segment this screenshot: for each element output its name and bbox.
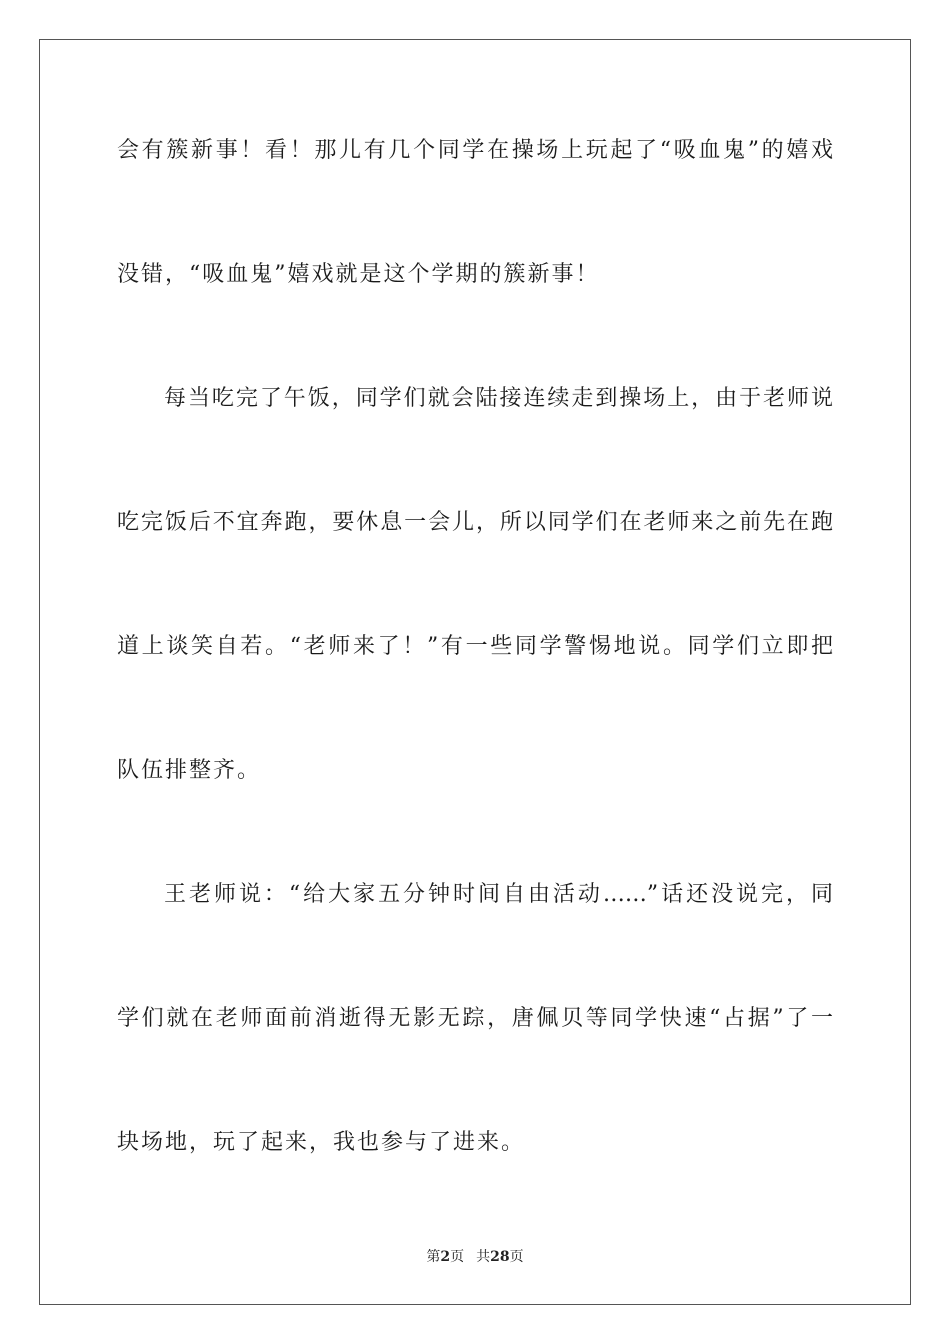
text-line-6: 队伍排整齐。 [117, 758, 262, 783]
total-pages: 28 [490, 1249, 510, 1265]
paragraph-start-line-7: 王老师说：“给大家五分钟时间自由活动……”话还没说完，同 [164, 882, 833, 907]
page-suffix: 页 [450, 1249, 465, 1265]
text-line-8: 学们就在老师面前消逝得无影无踪，唐佩贝等同学快速“占据”了一 [117, 1006, 833, 1031]
total-suffix: 页 [509, 1249, 524, 1265]
text-line-1: 会有簇新事！看！那儿有几个同学在操场上玩起了“吸血鬼”的嬉戏 [117, 138, 833, 163]
total-prefix: 共 [476, 1249, 491, 1265]
text-line-4: 吃完饭后不宜奔跑，要休息一会儿，所以同学们在老师来之前先在跑 [117, 510, 833, 535]
page-footer [0, 1247, 950, 1267]
text-line-2: 没错，“吸血鬼”嬉戏就是这个学期的簇新事！ [117, 262, 600, 287]
text-line-9: 块场地，玩了起来，我也参与了进来。 [117, 1130, 526, 1155]
page-prefix: 第 [426, 1249, 441, 1265]
page-number: 2 [440, 1249, 451, 1265]
page-border [39, 39, 911, 1305]
paragraph-start-line-3: 每当吃完了午饭，同学们就会陆接连续走到操场上，由于老师说 [164, 386, 833, 411]
text-line-5: 道上谈笑自若。“老师来了！”有一些同学警惕地说。同学们立即把 [117, 634, 833, 659]
